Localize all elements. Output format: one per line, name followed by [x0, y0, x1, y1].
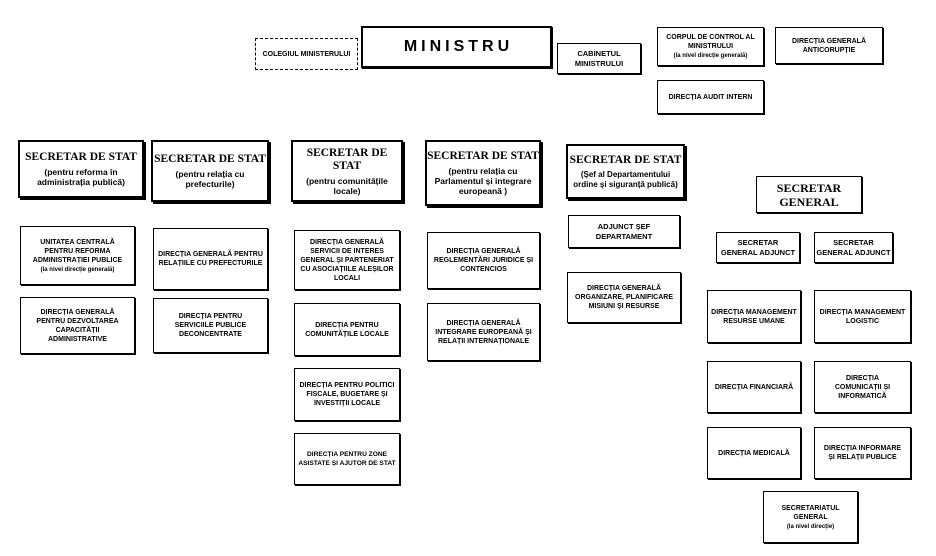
unit-label: DIRECȚIA GENERALĂ REGLEMENTĂRI JURIDICE ȘI CONTENCIOS: [433, 248, 534, 273]
directia-politici-fiscale-box: [294, 368, 400, 421]
directia-integrare-europeana-box: [427, 303, 540, 361]
directia-comunitati-locale-box: [294, 303, 400, 356]
secretar-de-stat-subtitle: (Șef al Departamentului ordine și siguranță publică): [573, 169, 678, 189]
directia-organizare-planificare-box: [567, 272, 681, 323]
ministru-label: MINISTRU: [403, 38, 514, 55]
directie-label: DIRECȚIA INFORMARE ȘI RELAȚII PUBLICE: [823, 445, 902, 461]
directie-label: DIRECȚIA MEDICALĂ: [718, 449, 790, 457]
corpul-de-control-label: CORPUL DE CONTROL AL MINISTRULUI: [666, 34, 755, 50]
directia-relatii-prefecturi-box: [153, 228, 268, 290]
secretar-de-stat-parlament-box: [425, 140, 541, 206]
secretar-general-box: [756, 176, 862, 213]
directia-zone-asistate-box: [294, 433, 400, 485]
directie-label: DIRECȚIA MANAGEMENT LOGISTIC: [819, 308, 906, 325]
cabinetul-ministrului-box: [557, 43, 641, 74]
secretariatul-general-note: (la nivel direcție): [786, 523, 835, 530]
unit-note: (la nivel direcție generală): [40, 266, 115, 273]
unit-label: DIRECȚIA GENERALĂ ORGANIZARE, PLANIFICARE MISIUNI ȘI RESURSE: [575, 285, 673, 310]
secretariatul-general-label: SECRETARIATUL GENERAL: [781, 504, 840, 521]
cabinetul-ministrului-label: CABINETUL MINISTRULUI: [574, 49, 624, 68]
unit-label: DIRECȚIA GENERALĂ INTEGRARE EUROPEANĂ ȘI RELAȚII INTERNAȚIONALE: [435, 319, 532, 345]
directia-anticoruptie-box: [775, 27, 883, 64]
directia-logistic-box: [814, 290, 911, 343]
directia-resurse-umane-box: [707, 290, 801, 343]
directia-reglementari-juridice-box: [427, 232, 540, 289]
directia-audit-intern-box: [657, 80, 764, 114]
secretariatul-general-box: [763, 491, 858, 543]
secretar-general-adjunct-box: [716, 232, 800, 263]
unit-label: ADJUNCT ȘEF DEPARTAMENT: [595, 222, 653, 241]
unit-label: DIRECȚIA GENERALĂ PENTRU DEZVOLTAREA CAPACITĂȚII ADMINISTRATIVE: [36, 308, 119, 343]
secretar-de-stat-comunitati-box: [291, 140, 403, 202]
directie-label: DIRECȚIA MANAGEMENT RESURSE UMANE: [711, 308, 797, 325]
directia-audit-intern-label: DIRECȚIA AUDIT INTERN: [668, 93, 753, 101]
directia-financiara-box: [707, 361, 801, 413]
secretar-de-stat-subtitle: (pentru comunitățile locale): [306, 175, 388, 196]
directie-label: DIRECȚIA FINANCIARĂ: [714, 383, 794, 391]
directia-servicii-interes-general-box: [294, 230, 400, 290]
unitatea-centrala-reforma-box: [20, 226, 135, 285]
secretar-general-adjunct-box: [814, 232, 893, 263]
secretar-de-stat-subtitle: (pentru reforma în administrația publică): [37, 167, 125, 187]
directia-servicii-deconcentrate-box: [153, 298, 268, 353]
secretar-de-stat-reforma-box: [18, 140, 144, 198]
directia-dezvoltarea-capacitatii-box: [20, 297, 135, 354]
secretar-de-stat-title: SECRETAR DE STAT: [569, 153, 682, 166]
unit-label: DIRECȚIA PENTRU POLITICI FISCALE, BUGETARE ȘI INVESTIȚII LOCALE: [299, 382, 395, 407]
unit-label: UNITATEA CENTRALĂ PENTRU REFORMA ADMINISTRAȚIEI PUBLICE: [32, 238, 123, 264]
unit-label: DIRECȚIA GENERALĂ SERVICII DE INTERES GENERAL ȘI PARTENERIAT CU ASOCIAȚIILE ALEȘILOR LOCALI: [300, 238, 394, 282]
corpul-de-control-note: (la nivel direcție generală): [673, 53, 748, 59]
secretar-de-stat-ordine-publica-box: [566, 144, 685, 199]
secretar-general-adjunct-label: SECRETAR GENERAL ADJUNCT: [720, 238, 796, 257]
secretar-general-title: SECRETAR GENERAL: [776, 180, 842, 209]
secretar-de-stat-subtitle: (pentru relația cu prefecturile): [175, 169, 245, 189]
unit-label: DIRECȚIA PENTRU COMUNITĂȚILE LOCALE: [305, 321, 389, 338]
colegiul-ministerului-box: [255, 38, 358, 70]
secretar-de-stat-title: SECRETAR DE STAT: [427, 150, 539, 162]
secretar-de-stat-title: SECRETAR DE STAT: [154, 153, 266, 165]
colegiul-ministerului-label: COLEGIUL MINISTERULUI: [262, 50, 351, 58]
directia-comunicatii-informatica-box: [814, 361, 911, 413]
adjunct-sef-departament-box: [568, 215, 680, 248]
secretar-de-stat-title: SECRETAR DE STAT: [25, 151, 137, 163]
secretar-de-stat-prefecturi-box: [151, 140, 269, 202]
directia-anticoruptie-label: DIRECȚIA GENERALĂ ANTICORUPȚIE: [791, 37, 867, 54]
unit-label: DIRECȚIA GENERALĂ PENTRU RELAȚIILE CU PREFECTURILE: [158, 251, 263, 267]
secretar-de-stat-title: SECRETAR DE STAT: [306, 146, 388, 172]
unit-label: DIRECȚIA PENTRU SERVICIILE PUBLICE DECONCENTRATE: [174, 313, 247, 338]
unit-label: DIRECȚIA PENTRU ZONE ASISTATE ȘI AJUTOR DE STAT: [298, 451, 396, 467]
directie-label: DIRECȚIA COMUNICAȚII ȘI INFORMATICĂ: [834, 374, 891, 400]
directia-medicala-box: [707, 427, 801, 479]
corpul-de-control-box: [657, 27, 764, 66]
secretar-de-stat-subtitle: (pentru relația cu Parlamentul și integrare europeană ): [434, 166, 532, 196]
directia-informare-relatii-publice-box: [814, 427, 911, 479]
ministru-box: [361, 26, 552, 68]
secretar-general-adjunct-label: SECRETAR GENERAL ADJUNCT: [816, 238, 891, 257]
